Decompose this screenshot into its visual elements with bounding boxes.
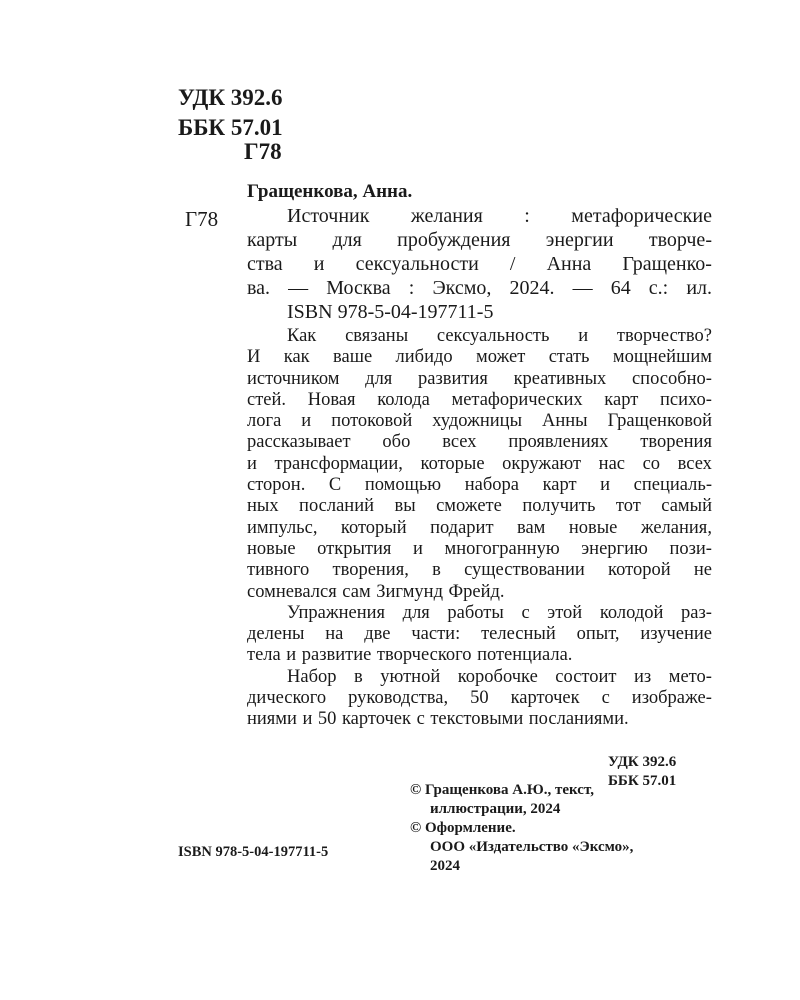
word: посланиями. xyxy=(528,709,629,730)
word: творче- xyxy=(648,229,712,251)
word: который xyxy=(340,517,407,538)
word: Эксмо, xyxy=(432,277,492,299)
word: и xyxy=(247,453,257,474)
word: мощнейшим xyxy=(612,347,712,368)
word: желания xyxy=(410,205,483,227)
word: потоковой xyxy=(331,411,413,432)
text-line xyxy=(247,496,712,517)
text-line xyxy=(247,624,712,645)
word: вам xyxy=(516,517,546,538)
word: развитие xyxy=(301,645,372,666)
word: сексуальность xyxy=(436,326,550,346)
word: психо- xyxy=(659,389,712,410)
copyright-line: © Оформление. xyxy=(410,820,516,836)
word: карт xyxy=(604,389,639,410)
word: Москва xyxy=(326,277,391,299)
word: телесный xyxy=(481,624,556,645)
word: дического xyxy=(247,688,327,709)
word: окружают xyxy=(502,453,582,474)
bottom-bbk-index: ББК 57.01 xyxy=(608,773,677,789)
text-line xyxy=(247,276,712,300)
word: способно- xyxy=(631,368,712,389)
word: И xyxy=(247,347,261,368)
word: колодой xyxy=(599,602,664,623)
word: Анна xyxy=(546,253,592,275)
word: 2024. xyxy=(509,277,555,299)
word: руководства, xyxy=(348,688,449,709)
word: метафорические xyxy=(571,205,712,227)
bibliographic-description xyxy=(247,204,712,300)
word: либидо xyxy=(395,347,453,368)
word: самый xyxy=(661,496,712,517)
word: карточек xyxy=(510,688,580,709)
copyright-line: 2024 xyxy=(430,858,460,874)
word: и xyxy=(286,645,297,666)
word: посланий xyxy=(299,496,375,517)
text-line xyxy=(247,603,712,624)
word: Новая xyxy=(307,389,356,410)
word: коробочке xyxy=(457,666,538,687)
text-line xyxy=(247,688,712,709)
author-code-side: Г78 xyxy=(185,207,219,231)
word: / xyxy=(509,253,516,275)
word: трансформации, xyxy=(274,453,403,474)
word: потенциала. xyxy=(477,645,573,666)
word: которой xyxy=(608,560,671,581)
word: две xyxy=(364,624,391,645)
word: и xyxy=(302,709,313,730)
word: сможете xyxy=(436,496,502,517)
word: и xyxy=(313,253,325,275)
word: существовании xyxy=(464,560,585,581)
text-line xyxy=(247,228,712,252)
text-line xyxy=(247,454,712,475)
bottom-udk-index: УДК 392.6 xyxy=(608,754,677,770)
word: творчество? xyxy=(616,326,712,346)
word: набора xyxy=(464,475,519,496)
word: из xyxy=(634,666,652,687)
word: карточек xyxy=(341,709,412,730)
word: с xyxy=(416,709,425,730)
word: может xyxy=(476,347,526,368)
word: ства xyxy=(247,253,283,275)
word: Зигмунд xyxy=(376,581,443,602)
text-line xyxy=(247,204,712,228)
word: : xyxy=(524,205,530,227)
word: креативных xyxy=(513,368,607,389)
word: Фрейд. xyxy=(448,581,505,602)
word: сексуальности xyxy=(355,253,479,275)
word: энергию xyxy=(581,538,648,559)
word: пози- xyxy=(669,538,712,559)
word: с xyxy=(601,688,610,709)
word: изображе- xyxy=(631,688,712,709)
word: нас xyxy=(598,453,625,474)
word: раз- xyxy=(681,602,712,623)
word: стать xyxy=(548,347,590,368)
text-line xyxy=(247,667,712,688)
word: лога xyxy=(247,411,282,432)
word: — xyxy=(572,277,593,299)
word: для xyxy=(332,229,362,251)
isbn-bottom: ISBN 978-5-04-197711-5 xyxy=(178,844,329,860)
text-line xyxy=(247,582,712,603)
word: Как xyxy=(287,326,317,346)
word: изучение xyxy=(640,624,712,645)
word: стей. xyxy=(247,389,287,410)
word: сомневался xyxy=(247,581,337,602)
word: и xyxy=(600,475,611,496)
word: для xyxy=(365,368,393,389)
word: С xyxy=(328,475,342,496)
word: в xyxy=(432,560,441,581)
text-line xyxy=(247,326,712,347)
copyright-line: иллюстрации, 2024 xyxy=(430,801,561,817)
word: всех xyxy=(677,453,712,474)
copyright-block xyxy=(410,781,633,876)
word: ил. xyxy=(686,277,712,299)
word: со xyxy=(642,453,661,474)
word: с xyxy=(521,602,530,623)
word: получить xyxy=(522,496,596,517)
word: ва. xyxy=(247,277,271,299)
word: Набор xyxy=(287,666,337,687)
word: развития xyxy=(417,368,488,389)
word: и xyxy=(412,538,423,559)
word: сам xyxy=(342,581,371,602)
word: подарит xyxy=(430,517,494,538)
word: и xyxy=(578,326,589,346)
word: открытия xyxy=(317,538,392,559)
word: текстовыми xyxy=(430,709,524,730)
word: ных xyxy=(247,496,279,517)
word: энергии xyxy=(545,229,614,251)
word: 50 xyxy=(317,709,337,730)
word: проявлениях xyxy=(508,432,609,453)
word: и xyxy=(301,411,312,432)
text-line xyxy=(247,432,712,453)
word: этой xyxy=(547,602,583,623)
word: мето- xyxy=(668,666,712,687)
word: метафорических xyxy=(451,389,583,410)
word: колода xyxy=(377,389,430,410)
word: в xyxy=(354,666,363,687)
text-line xyxy=(247,347,712,368)
word: импульс, xyxy=(247,517,318,538)
word: работы xyxy=(447,602,504,623)
word: художницы xyxy=(432,411,522,432)
text-line xyxy=(247,252,712,276)
word: 50 xyxy=(470,688,489,709)
word: помощью xyxy=(364,475,442,496)
word: многогранную xyxy=(444,538,560,559)
word: Упражнения xyxy=(287,602,386,623)
word: желания, xyxy=(640,517,712,538)
word: источником xyxy=(247,368,340,389)
word: вы xyxy=(394,496,416,517)
word: пробуждения xyxy=(397,229,511,251)
word: тивного xyxy=(247,560,310,581)
word: как xyxy=(283,347,310,368)
udk-index: УДК 392.6 xyxy=(178,85,283,110)
annotation-text xyxy=(247,326,712,731)
text-line xyxy=(247,518,712,539)
word: которые xyxy=(420,453,485,474)
text-line xyxy=(247,709,712,730)
copyright-line: © Гращенкова А.Ю., текст, xyxy=(410,782,594,798)
word: не xyxy=(693,560,712,581)
author-heading: Гращенкова, Анна. xyxy=(247,181,413,202)
word: рассказывает xyxy=(247,432,351,453)
word: карты xyxy=(247,229,298,251)
word: творческого xyxy=(376,645,472,666)
word: творения, xyxy=(332,560,409,581)
word: : xyxy=(408,277,415,299)
isbn-line: ISBN 978-5-04-197711-5 xyxy=(287,301,494,323)
word: Гращенковой xyxy=(607,411,712,432)
word: творения xyxy=(640,432,712,453)
word: уютной xyxy=(380,666,441,687)
bbk-index: ББК 57.01 xyxy=(178,115,283,140)
copyright-line: ООО «Издательство «Эксмо», xyxy=(430,839,634,855)
text-line xyxy=(247,390,712,411)
word: специаль- xyxy=(633,475,712,496)
word: ниями xyxy=(247,709,297,730)
word: делены xyxy=(247,624,305,645)
word: Анны xyxy=(542,411,588,432)
word: Гращенко- xyxy=(622,253,712,275)
text-line xyxy=(247,369,712,390)
word: новые xyxy=(247,538,296,559)
author-code: Г78 xyxy=(244,139,282,164)
word: опыт, xyxy=(576,624,620,645)
word: 64 xyxy=(610,277,631,299)
word: тела xyxy=(247,645,281,666)
word: обо xyxy=(382,432,411,453)
word: связаны xyxy=(345,326,409,346)
text-line xyxy=(247,539,712,560)
word: Источник xyxy=(287,205,370,227)
word: карт xyxy=(542,475,577,496)
word: для xyxy=(402,602,430,623)
text-line xyxy=(247,411,712,432)
word: состоит xyxy=(555,666,617,687)
word: новые xyxy=(568,517,618,538)
word: на xyxy=(325,624,344,645)
word: тот xyxy=(615,496,641,517)
word: сторон. xyxy=(247,475,306,496)
text-line xyxy=(247,645,712,666)
word: части: xyxy=(411,624,461,645)
text-line xyxy=(247,560,712,581)
word: с.: xyxy=(648,277,669,299)
text-line xyxy=(247,475,712,496)
word: — xyxy=(288,277,309,299)
word: ваше xyxy=(333,347,373,368)
word: всех xyxy=(442,432,477,453)
